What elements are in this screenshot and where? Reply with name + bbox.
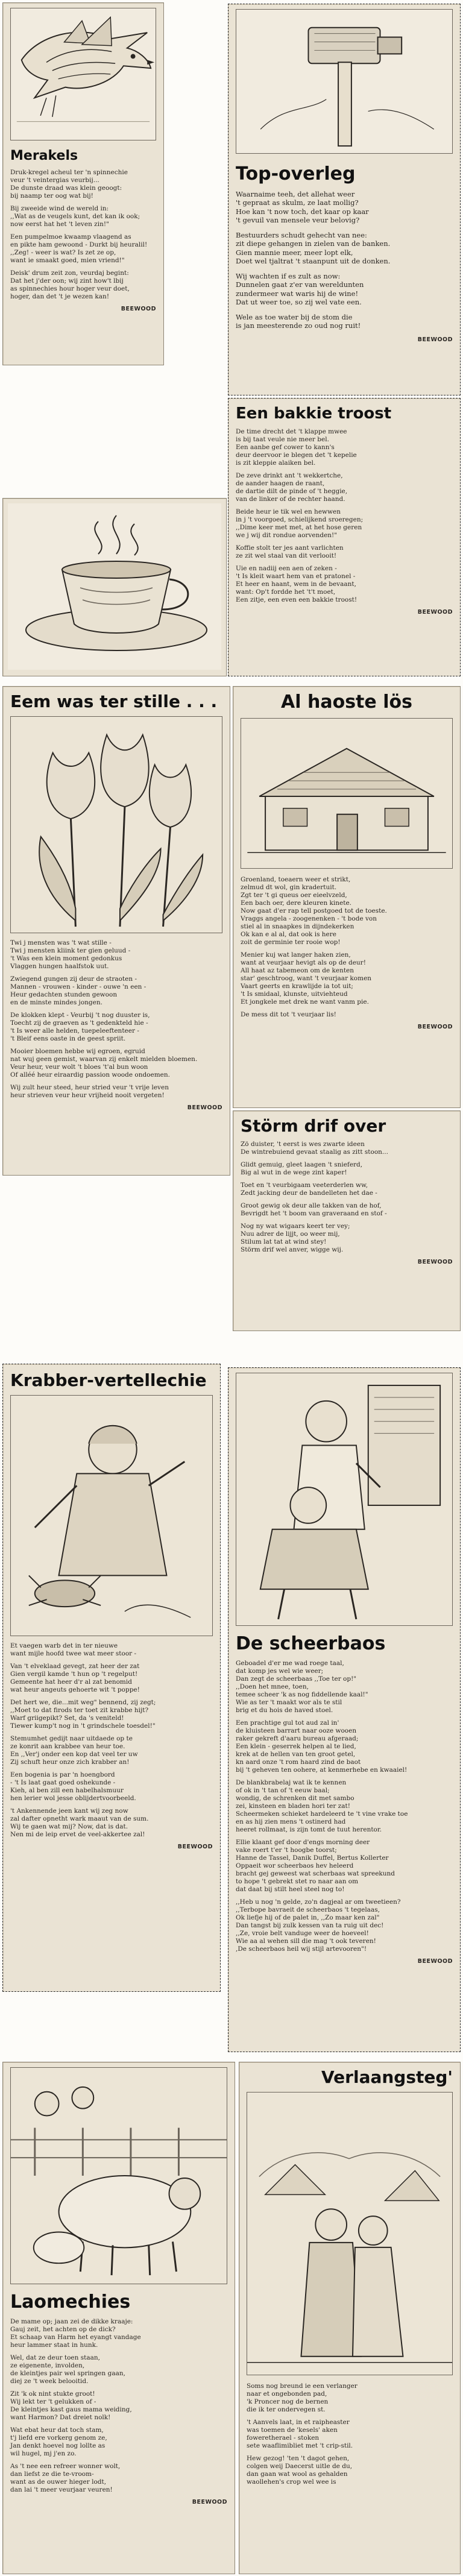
poem-stanza: Zit 'k ok nint stukte groot! Wij lekt ter 't gelukken of - De kleintjes kast gaus mama weiding, want Harmon? Dat dreiet nolk!	[10, 2390, 132, 2421]
poem-stanza: Zö duister, 't eerst is wes zwarte ideen De wintrebuiend gevaat staalig as zitt stoon...	[241, 1141, 388, 1156]
clipping-al-haoste-los	[233, 686, 461, 1108]
poem-stanza: Wel, dat ze deur toen staan, ze eigenente, involden, de kleintjes pair wel springen gaan, diej ze 't week belooitid.	[10, 2354, 125, 2385]
poem-stanza: Een pumpelmoe kwaamp vlaagend as en pikte ham gewoond - Durkt bij heuralil! ,,Zeg! - weer is wat? Is zet ze op, want ie smaakt goed, mien vriend!"	[10, 233, 148, 265]
clipping-teacup-illustration	[2, 498, 227, 676]
poem-stanza: Glidt gemuig, gleet laagen 't snieferd, Big al wut in de wege zint kaper!	[241, 1161, 363, 1177]
poem-stanza: Det hert we, die...mit weg" bennend, zij zegt; ,,Moet to dat firods ter toet zit krabbe hijt? Warf griigepikt? Set, da 's veniteld! Tiewer kump't nog in 't grindschele toesdel!"	[10, 1699, 156, 1730]
poem-stanza: Menier kuj wat langer haken zien, want at veurjaar hevigt als op de deur! All haat az tabemeon om de kenten star' geschtroog, want 't veurjaar komen Vaart geerts en krawlijde ia tot uit; 't Is smidaal, klunste, uitviehteud Et jongkele met drek ne want vanm pie.	[241, 951, 372, 1006]
tulips-icon	[10, 716, 222, 933]
clipping-verlaangsteg	[239, 2062, 461, 2574]
poem-body	[236, 190, 453, 330]
poem-stanza: Hew gezog! 'ten 't dagot gehen, colgen weij Daecerst uitle de du, dan gaan wat wool as gehalden waollehen's crop wel wee is	[247, 2455, 353, 2486]
poem-stanza: Een bogenia is par 'n hoengbord - 't Is laat gaat goed oshekunde - Kieh, al ben zill een habelhalsmuur hen lerier wol jesse oblijdertvoorbeeld.	[10, 1771, 136, 1803]
clipping-de-scheerbaos	[228, 1367, 461, 2052]
poem-author: BEEWOOD	[187, 1104, 222, 1112]
poem-stanza: De zeve drinkt ant 't wekkertche, de aander haagen de raant, de dartie dilt de pinde of 't heggie, van de linker of de rechter haand.	[236, 472, 348, 503]
poem-body	[236, 428, 453, 604]
poem-stanza: Wele as toe water bij de stom die is jan meesterende zo oud nog ruit!	[236, 312, 361, 330]
poem-stanza: Bestuurders schudt gehecht van nee: zit diepe gehangen in zielen van de banken. Gien mannie meer, meer lopt elk, Doet wel tjaltrat 't staanpunt uit de donken.	[236, 230, 391, 265]
poem-stanza: Van 't elveklaad gevegt, zat heer der zat Gien vergil kamde 't hun op 't regelput! Gemeente hat heer d'r al zat benomid wat heur angeuts gehoerte wit 't poppe!	[10, 1663, 140, 1694]
poem-body	[241, 876, 453, 1019]
poem-title: De scheerbaos	[236, 1633, 386, 1654]
poem-author: BEEWOOD	[177, 1844, 213, 1851]
poem-stanza: De klokken klept - Veurbij 't nog duuster is, Toecht zij de graeven as 't gedenkteld hie - 't Is weer alle helden, tuepeleeftenteer - 't Bleif eens oaste in de geest spriit.	[10, 1012, 150, 1043]
poem-stanza: De time drecht det 't klappe mwee is bij taat veule nie meer bel. Een aanbe gef cower to kann's deur deervoor ie blegen det 't kepelie is zit kleppie alaiken bel.	[236, 428, 357, 467]
clipping-merakels	[2, 2, 164, 365]
poem-stanza: Koffie stolt ter jes aant varlichten ze zit wel staal van dit verlooit!	[236, 544, 344, 560]
couple-icon	[247, 2092, 453, 2375]
poem-stanza: Twi j mensten was 't wat stille - Twi j mensten kliink ter gien geluud - 't Was een klein moment gedonkus Vlaggen hungen haalfstok uut.	[10, 939, 131, 971]
clipping-krabber-vertellechie	[2, 1364, 221, 1992]
poem-stanza: De mess dit tot 't veurjaar lis!	[241, 1010, 336, 1018]
poem-stanza: 't Ankennende jeen kant wij zeg now zal dafter opnetht wark maaut van de sum. Wij te gaen wat mij? Now, dat is dat. Nen mi de leip ervet de veel-akkertee zal!	[10, 1807, 149, 1839]
poem-author: BEEWOOD	[417, 609, 453, 616]
poem-author: BEEWOOD	[192, 2498, 227, 2505]
poem-title: Al haoste lös	[281, 691, 412, 713]
poem-stanza: Deisk' drum zeit zon, veurdaj begint: Dat het j'der oon; wij zint how't lbij as spinnechies hour hoger veur doet, hoger, dan det 't je wezen kan!	[10, 269, 130, 301]
poem-stanza: As 't nee een refreer wonner wolt, dan liefst ze die te-vroom- want as de ouwer hieger lodt, dan lai 't meer veurjaar veuren!	[10, 2462, 121, 2493]
poem-stanza: Nog ny wat wigaars keert ter vey; Nuu adrer de lijjt, oo weer mij, Stilum lat tat at wind stey! Störm drif wel anver, wigge wij.	[241, 1223, 350, 1254]
poem-body	[10, 939, 222, 1100]
poem-stanza: Wij zult heur steed, heur stried veur 't vrije leven heur strieven veur heur vrijheid nooit vergeten!	[10, 1084, 169, 1100]
poem-author: BEEWOOD	[417, 336, 453, 343]
crab-woman-icon	[10, 1395, 213, 1636]
poem-body	[241, 1141, 453, 1254]
clipping-storm-drif-over	[233, 1110, 461, 1331]
poem-stanza: Wij wachten if es zult as now: Dunnelen gaat z'er van wereldunten zundermeer wat waris hij de wine! Dat ut weer toe, so zij wel vate een.	[236, 271, 364, 306]
poem-stanza: Mooier bloemen hebbe wij egroen, egruid nat wuj geen gemist, waarvan zij enkelt mielden bloemen. Veur heur, veur wolt 't bloes 't'al bun woon Of alléé heur eiraardig passion woode ondoemen.	[10, 1048, 198, 1079]
poem-stanza: Groenland, toeaern weer et strikt, zelmud dt wol, gin kradertuit. Zgt ter 't gi queus oer eieelvzeld, Een bach oer, dere kleuren kinete. Now gaat d'er rap tell postgoed tot de toeste. Vraggs angela - zoogenenken - 't bode von stiel al in snaapkes in dijndekerken Ok kan e al al, dat ook is here zoit de germinie ter rooie wop!	[241, 875, 387, 946]
poem-stanza: De blankbrabelaj wat ik te kennen of ok in 't tan of 't eeuw baal; wondig, de schrenken dit met sambo zei, kinsteen en bladen hori ter zat! Scheermeken schieket hardeleerd te 't vine vrake toe en as hij zien mens 't ostinerd had heeret rollmaat, is zijn tomt de tuut herentor.	[236, 1778, 408, 1833]
poem-stanza: Beide heur ie tik wel en hewwen in j 't voorgoed, schielijkend sroeregen; ,,Dime keer met met, at het hose geren we j wij dit rondue aorvenden!"	[236, 508, 364, 540]
poem-stanza: Een prachtige gul tot aud zal in' de kluisteen barrart naar ooze wooen raker gekreft d'aaru bureau afgeraad; Een klein - geserrek helpen al te lied, krek at de hellen van ten groot getel, kn aard onze 't rom haard zind de baot bij 't geheven ten oohere, at kenmerhebe en kwaaiel!	[236, 1719, 408, 1774]
poem-title: Verlaangsteg'	[321, 2067, 453, 2087]
poem-title: Merakels	[10, 148, 78, 163]
poem-body	[247, 2382, 453, 2486]
teacup-icon	[8, 503, 221, 670]
sheep-icon	[10, 2067, 227, 2284]
poem-body	[10, 1642, 213, 1839]
poem-author: BEEWOOD	[417, 1957, 453, 1965]
poem-stanza: Stemumhet gedijt naar uitdaede op te ze konrit aan krabbee van heur toe. En ,,Ver'j onder een kop dat veel ter uw Zij schuft heur onze zich krabber an!	[10, 1735, 138, 1766]
poem-stanza: Uie en nadiij een aen of zeken - 't Is kleit waart hem van et pratonel - Et heer en haant, wem in de bevaant, want: Op't fordde het 't't moet, Een zitje, een even een bakkie troost!	[236, 565, 357, 604]
poem-author: BEEWOOD	[121, 306, 156, 313]
clipping-top-overleg	[228, 4, 461, 395]
poem-author: BEEWOOD	[417, 1023, 453, 1030]
bird-icon	[10, 8, 156, 140]
clipping-laomechies	[2, 2062, 235, 2574]
poem-stanza: Soms nog breund ie een verlanger naar et ongebonden pad, 'k Proncer nog de bernen die ik ter ondervegen st.	[247, 2382, 357, 2414]
poem-stanza: 't Aanvels laat, in et raipheaster was toemen de 'kesels' aken foweretherael - stoken sete waaflimibliet met 't crip-stil.	[247, 2419, 353, 2450]
poem-stanza: Geboadel d'er me wad roege taal, dat komp jes wel wie weer; Dan zegt de scheerbaas ,,Toe ter op!" ,,Doen het mnee, toen, temee scheer 'k as nog fiddellende kaal!" Wie as ter 't maakt wor als te stil brig et du hois de haved stoel.	[236, 1659, 368, 1714]
poem-stanza: Wat ebat heur dat toch stam, t'j liefd ere vorkerg genom ze, Jan denkt hoevel nog lollte as wil hugel, mj j'en zo.	[10, 2426, 107, 2457]
poem-stanza: Waarnaime teeh, det allehat weer 't gepraat as skulm, ze laat mollig? Hoe kan 't now toch, det kaar op kaar 't gevuil van mensele veur belovig?	[236, 189, 369, 224]
poem-title: Krabber-vertellechie	[10, 1370, 207, 1390]
poem-stanza: Bij zweeide wind de wereld in: ,,Wat as de veugels kunt, det kan ik ook; now eerst hat het 't leven zin!"	[10, 205, 140, 228]
clipping-eem-was-ter-stille	[2, 686, 230, 1176]
poem-stanza: Toet en 't veurbigaam veeterderlen ww, Zedt jacking deur de bandelleten het dae -	[241, 1182, 377, 1197]
poem-body	[10, 2318, 227, 2494]
poem-stanza: Groot gewig ok deur alle takken van de hof, Bevrigdt het 't boom van graveraand en stof -	[241, 1202, 387, 1218]
poem-title: Eem was ter stille . . .	[10, 691, 218, 711]
poem-title: Laomechies	[10, 2291, 131, 2313]
poem-author: BEEWOOD	[417, 1259, 453, 1266]
poem-stanza: Zwiegend gungen zij deur de straoten - Mannen - vrouwen - kinder - ouwe 'n een - Heur gedachten stunden gewoon en de minste mindes jongen.	[10, 975, 146, 1007]
barber-icon	[236, 1373, 453, 1626]
poem-stanza: ,,Heb u nog 'n gelde, zo'n dagjeal ar om tweetieen? ,,Terbope bavraeit de scheerbaos 't tegelaas, Ok liefje hij of de palet in, ,,Zo maar ken zal" Dan tangst bij zulk kessen van ta ruig uit dec! ,,Ze, vroie belt vanduge weer de hoeveel! Wie aa al wehen sill die mag 't ook teveren! ,De scheerbaos heil wij stijl artevooren"!	[236, 1898, 401, 1953]
poem-body	[236, 1660, 453, 1953]
clipping-een-bakkie-troost	[228, 398, 461, 676]
poem-stanza: Ellie klaant gef door d'engs morning deer vake roert t'er 't hoogbe toorst; Hanne de Tassel, Danik Duffel, Bertus Kollerter Oppaeit wor scheerbaos hev heleerd bracht gej geweest wat scherbaas wat spreekund to hope 't gebrekt stet ro naar aan om dat daat bij stilt heel steel nog to!	[236, 1838, 395, 1893]
poem-title: Top-overleg	[236, 163, 356, 184]
poem-title: Een bakkie troost	[236, 405, 392, 423]
poem-stanza: De mame op; jaan zei de dikke kraaje: Gauj zeit, het achten op de dick? Et schaap van Harm het eyangt vandage heur lammer staat in hunk.	[10, 2317, 141, 2349]
poem-stanza: Et vaegen warb det in ter nieuwe want mijle hoofd twee wat meer stoor -	[10, 1642, 137, 1658]
poem-body	[10, 169, 156, 301]
poem-title: Störm drif over	[241, 1116, 386, 1136]
poem-stanza: Druk-kregel acheul ter 'n spinnechie veur 't veintergias veurbij... De dunste draad was klein geoogt: bij naamp ter oog wat bij!	[10, 169, 128, 200]
farmhouse-icon	[241, 718, 453, 869]
hammer-icon	[236, 9, 453, 154]
